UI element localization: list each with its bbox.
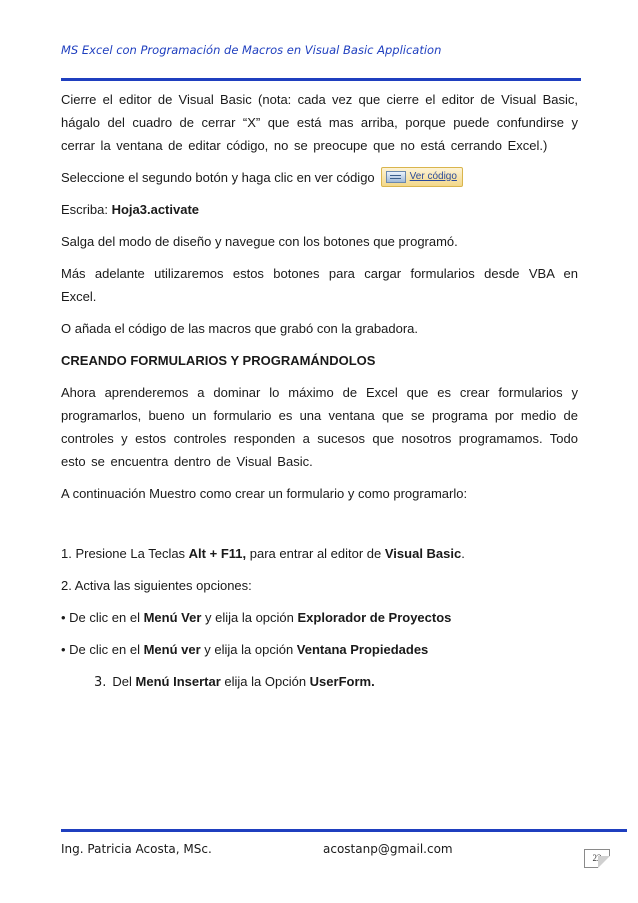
step-1-text-c: para entrar al editor de bbox=[246, 546, 385, 561]
document-body bbox=[61, 88, 578, 703]
paragraph-select-button bbox=[61, 166, 578, 189]
footer-email: acostanp@gmail.com bbox=[323, 842, 453, 856]
paragraph-close-editor: Cierre el editor de Visual Basic (nota: cada vez que cierre el editor de Visual Basic, hágalo del cuadro de cerrar “X” que está mas arriba, porque puede confundirse y cerrar la ventana de editar código, no se preocupe que no está cerrando Excel.) bbox=[61, 92, 578, 153]
step-3-number: 3. bbox=[94, 675, 107, 690]
step-3 bbox=[61, 670, 578, 694]
bullet-1-text-c: y elija la opción bbox=[201, 610, 298, 625]
bullet-1-menu: Menú Ver bbox=[143, 610, 202, 625]
step-3-menu: Menú Insertar bbox=[135, 674, 221, 689]
bullet-1-option: Explorador de Proyectos bbox=[297, 610, 452, 625]
bullet-2-text-c: y elija la opción bbox=[200, 642, 297, 657]
step-1-visual-basic: Visual Basic bbox=[384, 546, 462, 561]
paragraph-write bbox=[61, 198, 578, 221]
paragraph-add-macros: O añada el código de las macros que grabó con la grabadora. bbox=[61, 321, 419, 336]
bullet-project-explorer bbox=[61, 606, 578, 629]
bullet-1-text-a: • De clic en el bbox=[61, 610, 144, 625]
paragraph-continuation: A continuación Muestro como crear un formulario y como programarlo: bbox=[61, 486, 468, 501]
paragraph-forms-intro: Ahora aprenderemos a dominar lo máximo de Excel que es crear formularios y programarlos, bueno un formulario es una ventana que se programa por medio de controles y estos controles responden a sucesos que nosotros programamos. Todo esto se encuentra dentro de Visual Basic. bbox=[61, 385, 578, 469]
footer-author: Ing. Patricia Acosta, MSc. bbox=[61, 842, 212, 856]
footer-rule bbox=[61, 829, 627, 832]
step-1 bbox=[61, 542, 578, 565]
page-number: 22 bbox=[584, 849, 610, 868]
bullet-2-text-a: • De clic en el bbox=[61, 642, 144, 657]
step-3-option: UserForm. bbox=[309, 674, 375, 689]
write-prefix: Escriba: bbox=[61, 202, 112, 217]
ver-codigo-button bbox=[381, 167, 463, 187]
section-heading-text: CREANDO FORMULARIOS Y PROGRAMÁNDOLOS bbox=[61, 353, 376, 368]
step-3-text-c: elija la Opción bbox=[220, 674, 310, 689]
code-icon bbox=[386, 171, 406, 183]
step-1-keys: Alt + F11, bbox=[188, 546, 247, 561]
step-3-text-a: Del bbox=[112, 674, 136, 689]
step-1-text-a: 1. Presione La Teclas bbox=[61, 546, 189, 561]
step-2: 2. Activa las siguientes opciones: bbox=[61, 578, 252, 593]
bullet-2-menu: Menú ver bbox=[143, 642, 201, 657]
bullet-properties-window bbox=[61, 638, 578, 661]
step-1-period: . bbox=[461, 546, 465, 561]
bullet-2-option: Ventana Propiedades bbox=[296, 642, 429, 657]
paragraph-select-button-text: Seleccione el segundo botón y haga clic en ver código bbox=[61, 170, 375, 185]
header-rule bbox=[61, 78, 581, 81]
page-header-title: MS Excel con Programación de Macros en Visual Basic Application bbox=[61, 43, 442, 57]
paragraph-later-use: Más adelante utilizaremos estos botones para cargar formularios desde VBA en Excel. bbox=[61, 266, 578, 304]
section-heading bbox=[61, 349, 578, 372]
blank-line bbox=[61, 514, 578, 542]
write-code: Hoja3.activate bbox=[111, 202, 200, 217]
paragraph-exit-design: Salga del modo de diseño y navegue con los botones que programó. bbox=[61, 234, 458, 249]
ver-codigo-label: Ver código bbox=[409, 170, 457, 182]
